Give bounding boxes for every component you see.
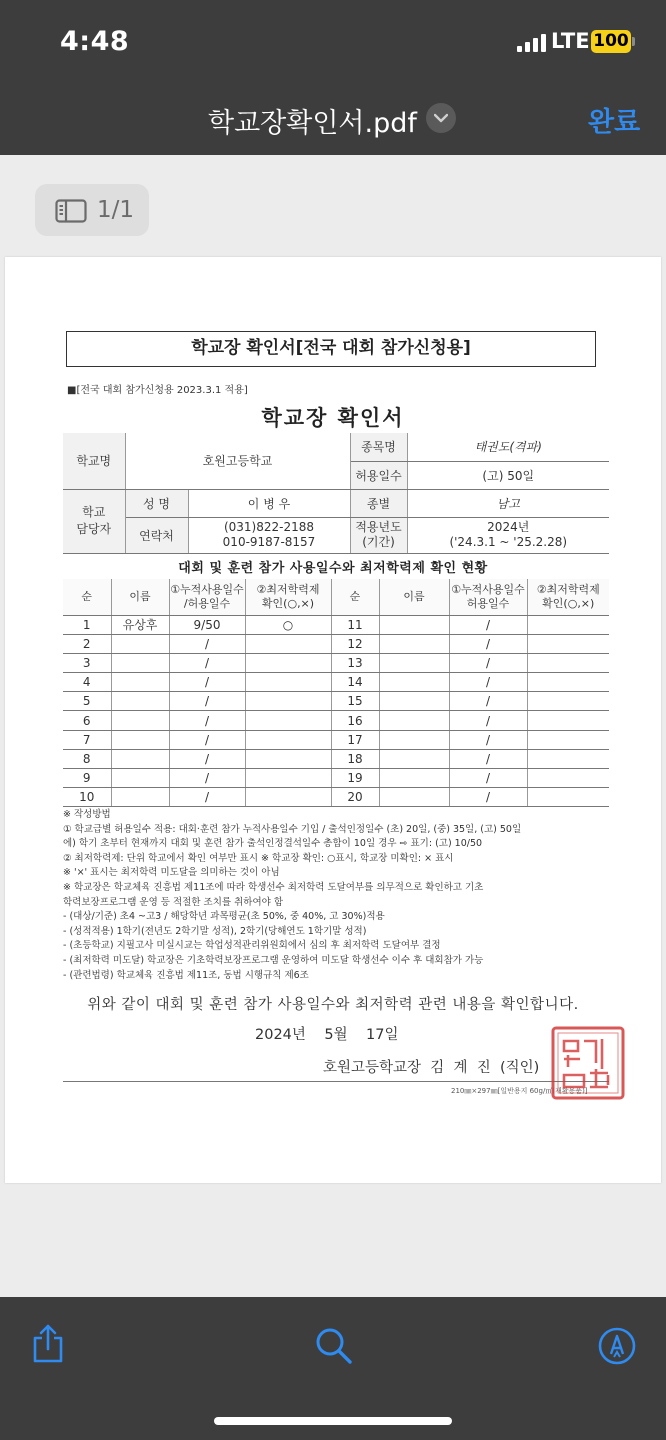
instruction-line: ① 학교급별 허용일수 적용: 대회·훈련 참가 누적사용일수 기입 / 출석인정일수 (초) 20일, (중) 35일, (고) 50일 — [63, 823, 522, 835]
row-no: 17 — [331, 730, 379, 749]
row-name — [111, 673, 169, 692]
manager-label — [63, 489, 125, 553]
contact-line1: (031)822-2188 — [223, 520, 315, 534]
year-label — [350, 517, 407, 553]
table-row — [63, 769, 609, 788]
instruction-line: ※ '×' 표시는 최저학력 미도달을 의미하는 것이 아님 — [63, 867, 280, 879]
home-indicator — [214, 1417, 452, 1425]
title-menu-button[interactable] — [426, 103, 456, 133]
table-row — [63, 730, 609, 749]
row-check — [527, 730, 609, 749]
row-no: 19 — [331, 769, 379, 788]
allowed-days-value: (고) 50일 — [407, 461, 609, 489]
markup-icon[interactable] — [597, 1326, 637, 1366]
row-no: 8 — [63, 749, 111, 768]
row-name — [111, 749, 169, 768]
row-name — [379, 711, 449, 730]
row-days: / — [169, 769, 245, 788]
event-label: 종목명 — [350, 433, 407, 461]
row-no: 15 — [331, 692, 379, 711]
row-days: / — [169, 692, 245, 711]
contact-line2: 010-9187-8157 — [222, 535, 316, 549]
share-icon[interactable] — [30, 1323, 66, 1365]
row-days: / — [449, 730, 527, 749]
row-name — [379, 615, 449, 634]
instruction-line: - (성적적용) 1학기(전년도 2학기말 성적), 2학기(당해연도 1학기말 성적) — [63, 925, 367, 937]
header-check — [527, 579, 609, 615]
allowed-days-label: 허용일수 — [350, 461, 407, 489]
contact-value — [188, 517, 350, 553]
year-value — [407, 517, 609, 553]
row-no: 12 — [331, 634, 379, 653]
table-row — [63, 711, 609, 730]
school-value: 호원고등학교 — [125, 433, 350, 489]
row-check — [527, 634, 609, 653]
row-days: / — [169, 788, 245, 807]
row-check — [527, 615, 609, 634]
boxed-title: 학교장 확인서[전국 대회 참가신청용] — [66, 331, 596, 367]
header-no: 순 — [331, 579, 379, 615]
instruction-line: ※ 학교장은 학교체육 진흥법 제11조에 따라 학생선수 최저학력 도달여부를 의무적으로 확인하고 기초 — [63, 881, 484, 893]
row-check — [245, 634, 331, 653]
manager-label-line2: 담당자 — [76, 522, 112, 536]
row-no: 13 — [331, 653, 379, 672]
instruction-line: - (최저학력 미도달) 학교장은 기초학력보장프로그램 운영하여 미도달 학생선수 이수 후 대회참가 가능 — [63, 954, 484, 966]
row-check — [245, 788, 331, 807]
contact-label: 연락처 — [125, 517, 188, 553]
pdf-page[interactable] — [5, 257, 661, 1183]
row-no: 7 — [63, 730, 111, 749]
row-check — [527, 711, 609, 730]
sidebar-icon — [55, 199, 87, 223]
table-row — [63, 692, 609, 711]
row-name — [379, 634, 449, 653]
document-content — [5, 257, 661, 1183]
row-check — [245, 653, 331, 672]
row-days: / — [169, 730, 245, 749]
row-check — [527, 769, 609, 788]
info-row — [63, 433, 609, 461]
battery-icon: 100 — [591, 30, 631, 53]
row-no: 3 — [63, 653, 111, 672]
row-check — [527, 749, 609, 768]
row-check — [245, 730, 331, 749]
done-button[interactable]: 완료 — [588, 107, 641, 138]
row-no: 10 — [63, 788, 111, 807]
row-days: / — [449, 634, 527, 653]
table-row — [63, 673, 609, 692]
header-days-line1: ①누적사용일수 — [170, 582, 244, 596]
network-label: LTE — [551, 29, 590, 53]
page-indicator[interactable] — [35, 184, 149, 236]
row-no: 2 — [63, 634, 111, 653]
row-days: / — [169, 653, 245, 672]
year-value-line1: 2024년 — [487, 520, 530, 534]
info-table — [63, 433, 609, 554]
header-no: 순 — [63, 579, 111, 615]
school-label: 학교명 — [63, 433, 125, 489]
table-row — [63, 749, 609, 768]
row-days: / — [449, 653, 527, 672]
row-name — [111, 634, 169, 653]
records-header-row — [63, 579, 609, 615]
header-check-line1: ②최저학력제 — [536, 582, 600, 596]
row-name — [111, 788, 169, 807]
instruction-line: ② 최저학력제: 단위 학교에서 확인 여부만 표시 ※ 학교장 확인: ○표시, 학교장 미확인: × 표시 — [63, 852, 454, 864]
table-row — [63, 653, 609, 672]
row-check — [245, 769, 331, 788]
row-check — [245, 749, 331, 768]
page-count: 1/1 — [97, 197, 135, 223]
search-icon[interactable] — [314, 1326, 354, 1366]
row-name — [379, 730, 449, 749]
row-name — [111, 730, 169, 749]
header-check — [245, 579, 331, 615]
instructions — [63, 808, 623, 983]
row-check — [245, 673, 331, 692]
row-check — [527, 788, 609, 807]
official-seal-icon — [550, 1025, 626, 1101]
instruction-line: - (대상/기준) 초4 ~고3 / 해당학년 과목평균(초 50%, 중 40%, 고 30%)적용 — [63, 911, 385, 923]
header-check-line2: 확인(○,×) — [261, 596, 315, 610]
year-label-line2: (기간) — [362, 535, 395, 549]
row-name — [379, 788, 449, 807]
row-name — [379, 653, 449, 672]
row-days: / — [169, 711, 245, 730]
main-title: 학교장 확인서 — [261, 406, 405, 430]
document-title[interactable]: 학교장확인서.pdf — [208, 108, 417, 139]
row-check — [527, 653, 609, 672]
gender-value: 남고 — [407, 489, 609, 517]
row-days: / — [169, 673, 245, 692]
period-value: ('24.3.1 ~ '25.2.28) — [449, 535, 568, 549]
chevron-down-icon — [434, 113, 448, 123]
row-no: 1 — [63, 615, 111, 634]
records-title: 대회 및 훈련 참가 사용일수와 최저학력제 확인 현황 — [178, 561, 488, 576]
row-name — [111, 711, 169, 730]
row-name: 유상후 — [111, 615, 169, 634]
gender-label: 종별 — [350, 489, 407, 517]
info-row — [63, 489, 609, 517]
header-days-line2: 허용일수 — [466, 596, 510, 610]
issue-date: 2024년 5월 17일 — [255, 1027, 399, 1043]
event-value: 태권도(격파) — [407, 433, 609, 461]
name-label: 성 명 — [125, 489, 188, 517]
instruction-line: 에) 학기 초부터 현재까지 대회 및 훈련 참가 출석인정결석일수 총합이 10일 경우 ⇨ 표기: (고) 10/50 — [63, 838, 483, 850]
row-no: 20 — [331, 788, 379, 807]
status-time: 4:48 — [60, 26, 130, 57]
row-days: / — [449, 788, 527, 807]
row-days: / — [449, 615, 527, 634]
header-name: 이름 — [111, 579, 169, 615]
row-no: 16 — [331, 711, 379, 730]
paper-spec: 210㎜×297㎜[일반용지 60g/㎡(재활용품)] — [451, 1087, 588, 1095]
form-note: ■[전국 대회 참가신청용 2023.3.1 적용] — [67, 385, 248, 396]
header-days — [449, 579, 527, 615]
row-no: 11 — [331, 615, 379, 634]
row-no: 5 — [63, 692, 111, 711]
row-days: / — [449, 769, 527, 788]
footer-rule — [63, 1081, 609, 1082]
row-name — [111, 653, 169, 672]
header-name: 이름 — [379, 579, 449, 615]
header-check-line2: 확인(○,×) — [542, 596, 595, 610]
header-days-line1: ①누적사용일수 — [451, 582, 525, 596]
row-name — [111, 769, 169, 788]
header-days — [169, 579, 245, 615]
row-check: ○ — [245, 615, 331, 634]
battery-tip — [632, 37, 635, 46]
instruction-line: 학력보장프로그램 운영 등 적절한 조치를 취하여야 함 — [63, 896, 284, 908]
instruction-line: - (초등학교) 지필고사 미실시교는 학업성적관리위원회에서 심의 후 최저학력 도달여부 결정 — [63, 940, 441, 952]
row-name — [379, 749, 449, 768]
row-days: / — [449, 711, 527, 730]
info-row — [63, 517, 609, 553]
confirm-statement: 위와 같이 대회 및 훈련 참가 사용일수와 최저학력 관련 내용을 확인합니다. — [87, 997, 579, 1013]
table-row — [63, 788, 609, 807]
row-no: 18 — [331, 749, 379, 768]
row-days: / — [449, 692, 527, 711]
row-name — [379, 769, 449, 788]
instruction-line: ※ 작성방법 — [63, 809, 111, 820]
header-days-line2: /허용일수 — [183, 596, 231, 610]
signer: 호원고등학교장 김 계 진 (직인) — [323, 1060, 540, 1076]
year-label-line1: 적용년도 — [355, 520, 402, 534]
row-days: / — [449, 749, 527, 768]
row-name — [379, 673, 449, 692]
row-check — [245, 711, 331, 730]
row-days: / — [169, 749, 245, 768]
row-no: 6 — [63, 711, 111, 730]
row-no: 9 — [63, 769, 111, 788]
row-name — [111, 692, 169, 711]
records-table — [63, 579, 609, 807]
row-days: 9/50 — [169, 615, 245, 634]
table-row — [63, 634, 609, 653]
instruction-line: - (관련법령) 학교체육 진흥법 제11조, 동법 시행규칙 제6조 — [63, 969, 309, 981]
row-days: / — [449, 673, 527, 692]
row-check — [527, 692, 609, 711]
table-row — [63, 615, 609, 634]
row-check — [527, 673, 609, 692]
top-bar — [0, 0, 666, 155]
row-name — [379, 692, 449, 711]
header-check-line1: ②최저학력제 — [256, 582, 320, 596]
row-no: 14 — [331, 673, 379, 692]
signal-icon — [517, 34, 547, 52]
row-no: 4 — [63, 673, 111, 692]
row-check — [245, 692, 331, 711]
row-days: / — [169, 634, 245, 653]
name-value: 이 병 우 — [188, 489, 350, 517]
manager-label-line1: 학교 — [82, 505, 106, 519]
